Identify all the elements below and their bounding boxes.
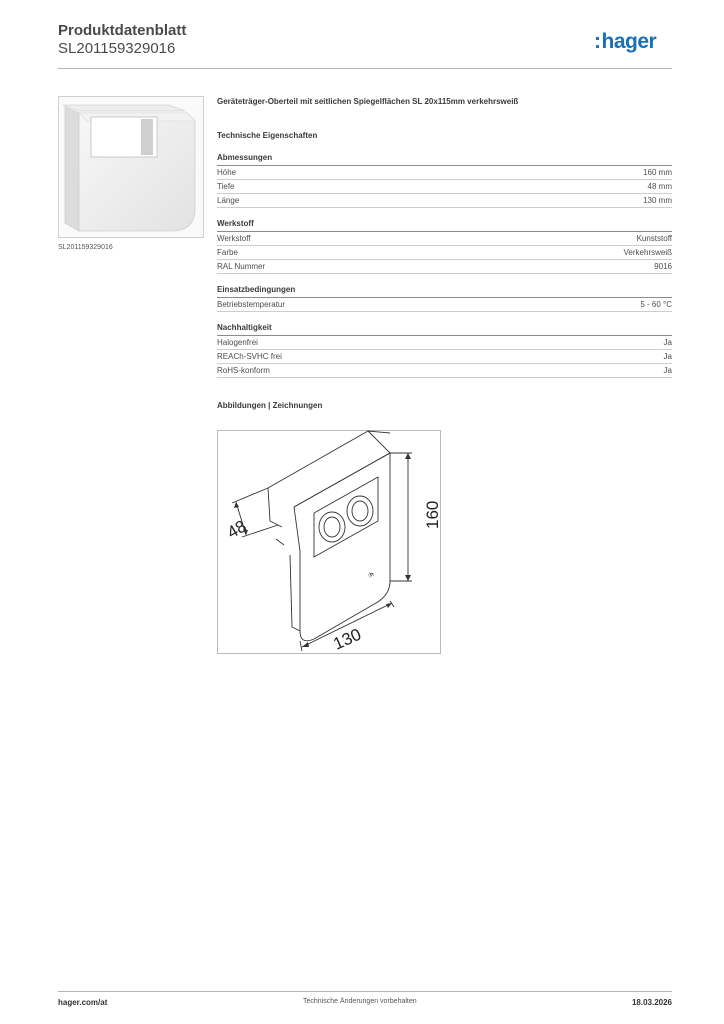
row-value: Ja <box>663 366 672 375</box>
logo-colon: : <box>594 30 601 53</box>
row-label: RAL Nummer <box>217 262 266 271</box>
logo-text: hager <box>601 30 657 53</box>
footer-date: 18.03.2026 <box>631 998 672 1007</box>
row-value: 48 mm <box>647 182 672 191</box>
row-label: Farbe <box>217 248 238 257</box>
row-value: 5 - 60 °C <box>640 300 672 309</box>
section-sustainability <box>217 322 672 378</box>
section-material <box>217 218 672 274</box>
row-value: Verkehrsweiß <box>623 248 672 257</box>
footer-website: hager.com/at <box>58 998 108 1007</box>
row-value: 130 mm <box>643 196 672 205</box>
row-label: Werkstoff <box>217 234 251 243</box>
header-divider <box>58 68 672 69</box>
document-title: Produktdatenblatt <box>58 22 187 39</box>
table-row <box>217 246 672 260</box>
section-dimensions <box>217 152 672 208</box>
section-title: Abmessungen <box>217 152 672 166</box>
row-value: 9016 <box>654 262 672 271</box>
section-operating-conditions <box>217 284 672 312</box>
table-row <box>217 350 672 364</box>
footer-notice: Technische Änderungen vorbehalten <box>303 998 417 1005</box>
row-label: REACh-SVHC frei <box>217 352 282 361</box>
technical-drawing <box>217 430 441 654</box>
table-row <box>217 166 672 180</box>
row-value: Kunststoff <box>636 234 672 243</box>
technical-properties-heading: Technische Eigenschaften <box>217 131 318 140</box>
table-row <box>217 298 672 312</box>
product-mark: :h <box>367 571 376 580</box>
table-row <box>217 232 672 246</box>
dimension-drawing <box>218 431 440 653</box>
section-title: Werkstoff <box>217 218 672 232</box>
product-photo-illustration <box>59 97 203 237</box>
row-value: Ja <box>663 352 672 361</box>
height-dimension-label: 160 <box>423 500 442 529</box>
row-label: Höhe <box>217 168 237 177</box>
table-row <box>217 180 672 194</box>
drawings-heading: Abbildungen | Zeichnungen <box>217 401 323 410</box>
footer-divider <box>58 991 672 992</box>
table-row <box>217 364 672 378</box>
depth-dimension-label: 48 <box>223 516 250 543</box>
row-value: 160 mm <box>643 168 672 177</box>
product-photo <box>58 96 204 238</box>
length-dimension-label: 130 <box>330 624 365 654</box>
hager-logo <box>594 30 656 54</box>
table-row <box>217 194 672 208</box>
product-description: Geräteträger-Oberteil mit seitlichen Spiegelflächen SL 20x115mm verkehrsweiß <box>217 97 519 106</box>
table-row <box>217 260 672 274</box>
table-row <box>217 336 672 350</box>
section-title: Einsatzbedingungen <box>217 284 672 298</box>
row-label: Tiefe <box>217 182 235 191</box>
row-label: RoHS-konform <box>217 366 270 375</box>
photo-caption: SL201159329016 <box>58 244 113 251</box>
row-value: Ja <box>663 338 672 347</box>
row-label: Länge <box>217 196 240 205</box>
main-content <box>217 96 672 412</box>
article-number: SL201159329016 <box>58 40 176 57</box>
section-title: Nachhaltigkeit <box>217 322 672 336</box>
row-label: Betriebstemperatur <box>217 300 286 309</box>
row-label: Halogenfrei <box>217 338 258 347</box>
